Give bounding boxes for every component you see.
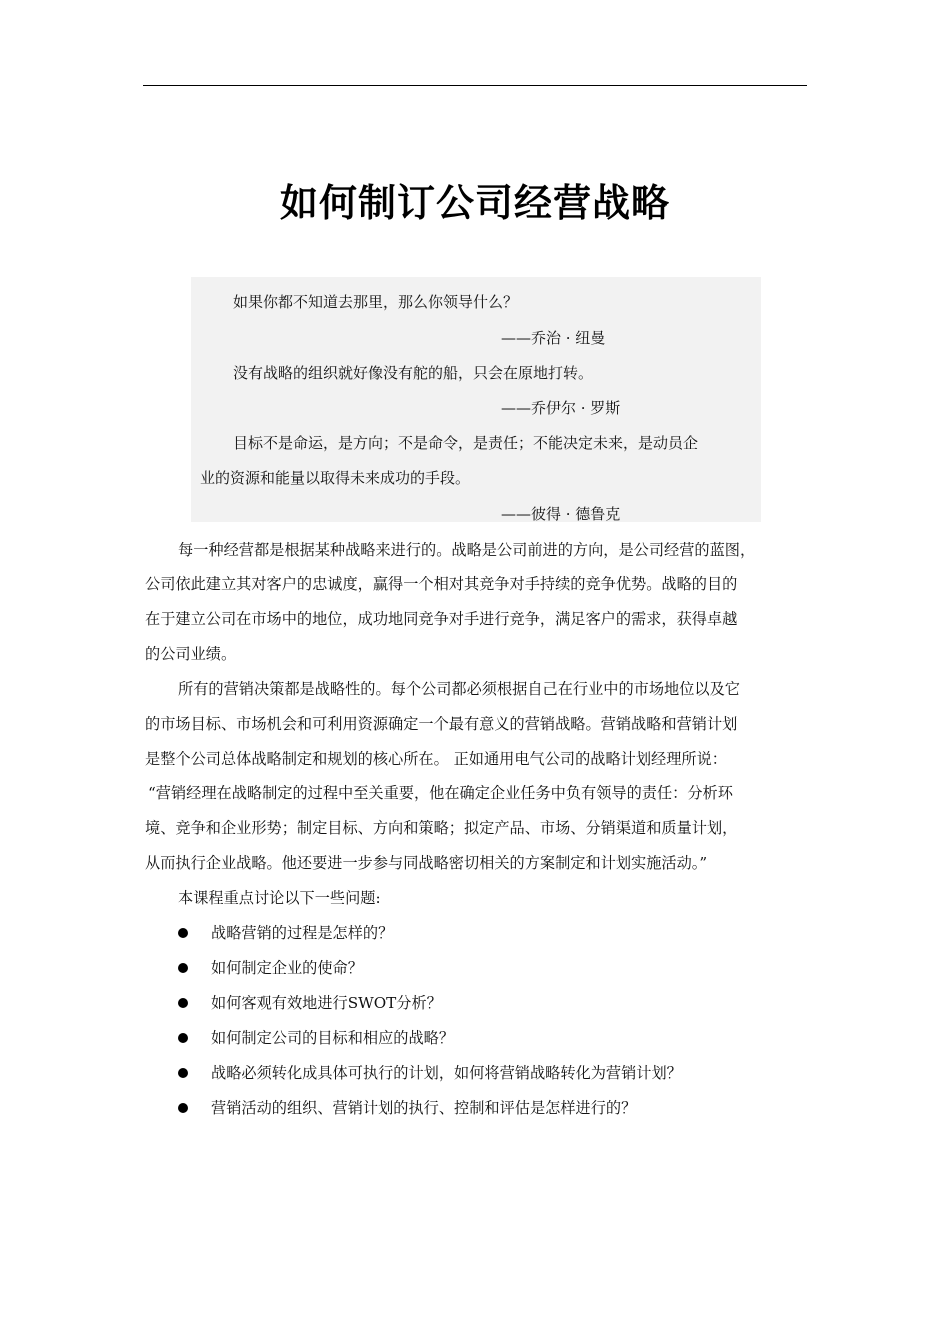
epigraph-box <box>191 277 761 522</box>
quote-2-text: 没有战略的组织就好像没有舵的船，只会在原地打转。 <box>233 364 594 382</box>
paragraph-2-line-1: 所有的营销决策都是战略性的。每个公司都必须根据自己在行业中的市场地位以及它 <box>178 680 740 698</box>
list-item-text: 战略营销的过程是怎样的？ <box>211 924 394 942</box>
paragraph-2-line-5: 境、竞争和企业形势；制定目标、方向和策略；拟定产品、市场、分销渠道和质量计划， <box>145 819 738 837</box>
quote-1-attribution: ——乔治 · 纽曼 <box>501 329 606 347</box>
paragraph-1-line-4: 的公司业绩。 <box>145 645 237 663</box>
paragraph-2-line-2: 的市场目标、市场机会和可利用资源确定一个最有意义的营销战略。营销战略和营销计划 <box>145 715 738 733</box>
paragraph-2-line-3: 是整个公司总体战略制定和规划的核心所在。 正如通用电气公司的战略计划经理所说： <box>145 750 727 768</box>
quote-3-text-line-1: 目标不是命运，是方向；不是命令，是责任；不能决定未来，是动员企 <box>233 434 699 452</box>
list-item-text: 战略必须转化成具体可执行的计划，如何将营销战略转化为营销计划？ <box>211 1064 682 1082</box>
bullet-icon <box>178 963 188 973</box>
paragraph-2-line-6: 从而执行企业战略。他还要进一步参与同战略密切相关的方案制定和计划实施活动。” <box>145 854 708 872</box>
list-item-text: 营销活动的组织、营销计划的执行、控制和评估是怎样进行的？ <box>211 1099 637 1117</box>
quote-2-attribution: ——乔伊尔 · 罗斯 <box>501 399 621 417</box>
list-item-text: 如何制定公司的目标和相应的战略？ <box>211 1029 454 1047</box>
topics-intro: 本课程重点讨论以下一些问题: <box>178 889 381 907</box>
bullet-icon <box>178 928 188 938</box>
paragraph-1-line-1: 每一种经营都是根据某种战略来进行的。战略是公司前进的方向，是公司经营的蓝图， <box>178 541 756 559</box>
bullet-icon <box>178 1033 188 1043</box>
paragraph-2-line-4: “营销经理在战略制定的过程中至关重要，他在确定企业任务中负有领导的责任：分析环 <box>148 784 733 802</box>
paragraph-1-line-2: 公司依此建立其对客户的忠诚度，赢得一个相对其竞争对手持续的竞争优势。战略的目的 <box>145 575 738 593</box>
quote-1-text: 如果你都不知道去那里，那么你领导什么？ <box>233 293 519 311</box>
header-rule <box>143 85 807 86</box>
bullet-icon <box>178 998 188 1008</box>
list-item-text: 如何制定企业的使命？ <box>211 959 363 977</box>
list-item-text: 如何客观有效地进行SWOT分析？ <box>211 994 442 1012</box>
bullet-icon <box>178 1103 188 1113</box>
document-title: 如何制订公司经营战略 <box>279 181 670 225</box>
bullet-icon <box>178 1068 188 1078</box>
paragraph-1-line-3: 在于建立公司在市场中的地位，成功地同竞争对手进行竞争，满足客户的需求，获得卓越 <box>145 610 738 628</box>
quote-3-attribution: ——彼得 · 德鲁克 <box>501 505 621 523</box>
quote-3-text-line-2: 业的资源和能量以取得未来成功的手段。 <box>200 469 471 487</box>
